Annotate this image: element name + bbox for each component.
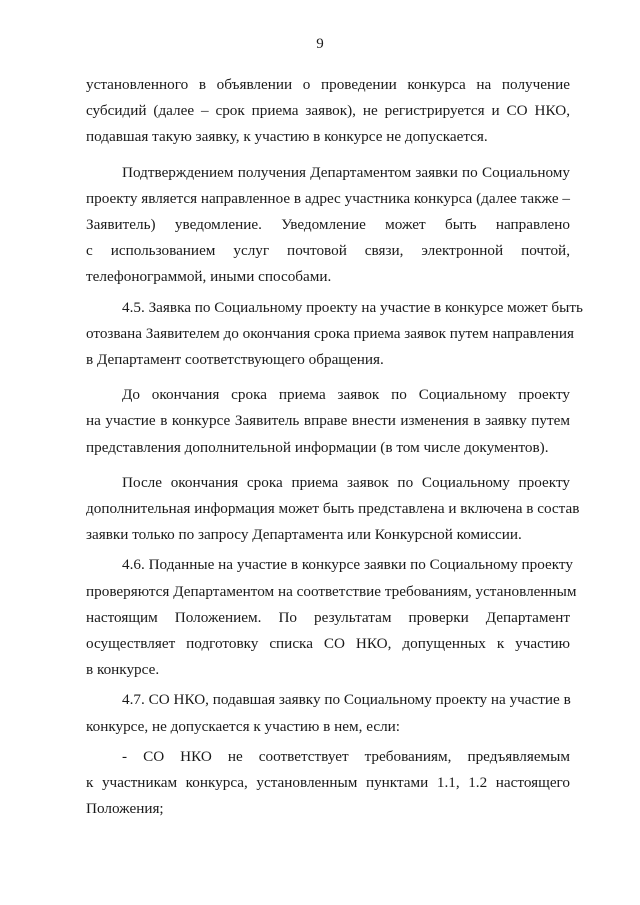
paragraph-continuation bbox=[86, 72, 570, 151]
text-line: телефонограммой, иными способами. bbox=[86, 268, 332, 286]
text-line: 4.7. СО НКО, подавшая заявку по Социальному проекту на участие в bbox=[122, 691, 571, 709]
paragraph-4-7 bbox=[86, 687, 570, 739]
paragraph-after-deadline bbox=[86, 470, 580, 549]
paragraph-4-5 bbox=[86, 295, 583, 374]
text-line: в конкурсе. bbox=[86, 661, 160, 679]
text-line: Положения; bbox=[86, 800, 164, 818]
text-line: 4.6. Поданные на участие в конкурсе заявки по Социальному проекту bbox=[122, 556, 573, 574]
text-line: 4.5. Заявка по Социальному проекту на участие в конкурсе может быть bbox=[122, 298, 583, 316]
paragraph-changes-before-deadline bbox=[86, 382, 570, 461]
text-line: До окончания срока приема заявок по Социальному проекту bbox=[122, 386, 570, 404]
text-line: осуществляет подготовку списка СО НКО, допущенных к участию bbox=[86, 635, 570, 653]
text-line: подавшая такую заявку, к участию в конкурсе не допускается. bbox=[86, 128, 488, 146]
paragraph-4-6 bbox=[86, 552, 577, 683]
text-line: представления дополнительной информации (в том числе документов). bbox=[86, 438, 549, 456]
text-line: проекту является направленное в адрес участника конкурса (далее также – bbox=[86, 189, 570, 207]
list-item bbox=[86, 744, 570, 823]
text-line: Заявитель) уведомление. Уведомление может быть направлено bbox=[86, 216, 570, 234]
text-line: с использованием услуг почтовой связи, электронной почтой, bbox=[86, 242, 570, 260]
document-body bbox=[86, 72, 583, 822]
text-line: установленного в объявлении о проведении конкурса на получение bbox=[86, 76, 570, 93]
text-line: конкурсе, не допускается к участию в нем, если: bbox=[86, 717, 400, 735]
paragraph-confirmation bbox=[86, 160, 570, 291]
text-line: проверяются Департаментом на соответствие требованиям, установленным bbox=[86, 582, 577, 600]
text-line: субсидий (далее – срок приема заявок), не регистрируется и СО НКО, bbox=[86, 102, 570, 120]
text-line: заявки только по запросу Департамента или Конкурсной комиссии. bbox=[86, 526, 522, 544]
page-number: 9 bbox=[316, 36, 324, 52]
text-line: в Департамент соответствующего обращения. bbox=[86, 351, 384, 369]
text-line: - СО НКО не соответствует требованиям, предъявляемым bbox=[122, 747, 570, 765]
text-line: настоящим Положением. По результатам проверки Департамент bbox=[86, 608, 570, 626]
text-line: Подтверждением получения Департаментом заявки по Социальному bbox=[122, 163, 570, 181]
text-line: к участникам конкурса, установленным пунктами 1.1, 1.2 настоящего bbox=[86, 774, 570, 792]
text-line: отозвана Заявителем до окончания срока приема заявок путем направления bbox=[86, 324, 574, 342]
text-line: После окончания срока приема заявок по Социальному проекту bbox=[122, 473, 570, 491]
text-line: дополнительная информация может быть представлена и включена в состав bbox=[86, 500, 580, 518]
text-line: на участие в конкурсе Заявитель вправе внести изменения в заявку путем bbox=[86, 412, 570, 430]
